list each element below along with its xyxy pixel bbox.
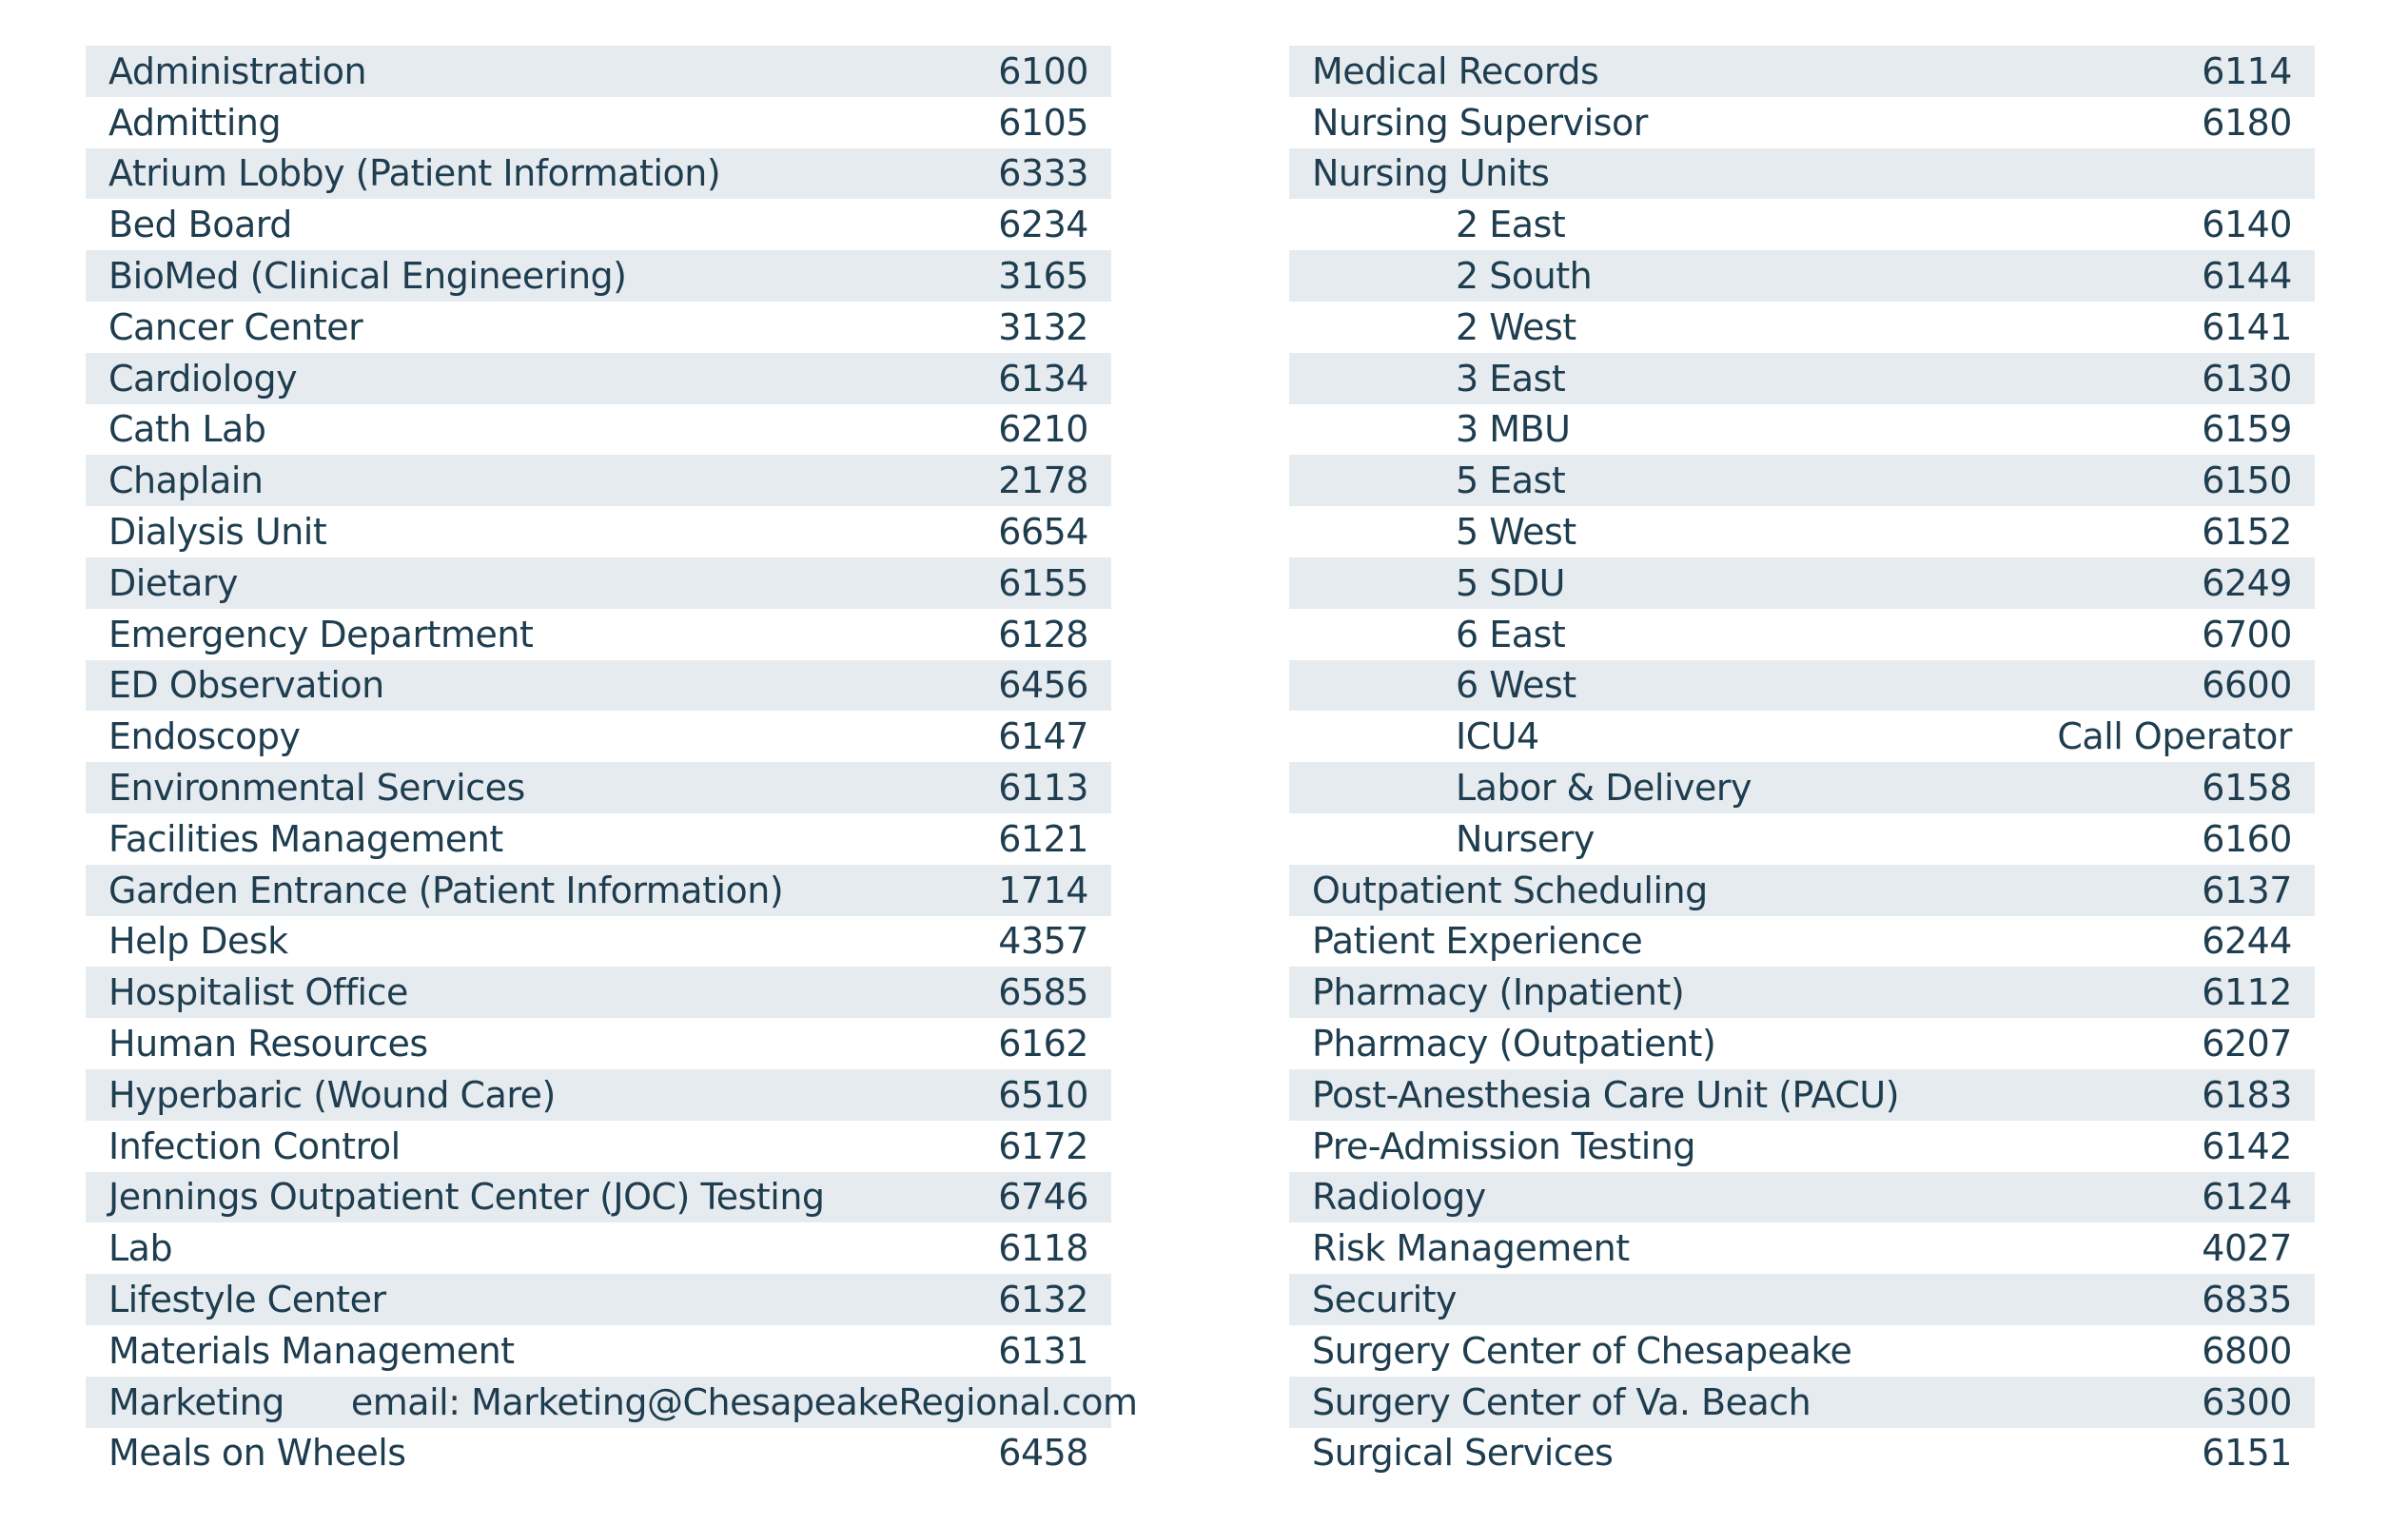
directory-row xyxy=(86,1377,1138,1428)
department-name: Jennings Outpatient Center (JOC) Testing xyxy=(108,1176,825,1219)
department-name: Help Desk xyxy=(108,920,288,963)
directory-row xyxy=(1289,97,2315,148)
extension-number: 6458 xyxy=(998,1432,1088,1475)
department-name: Medical Records xyxy=(1312,49,1599,92)
directory-row xyxy=(86,1325,1111,1377)
department-name: Cancer Center xyxy=(108,305,363,348)
department-name: Lab xyxy=(108,1227,173,1270)
extension-number: 3165 xyxy=(998,255,1088,298)
extension-number: 6155 xyxy=(998,561,1088,604)
department-name: Surgical Services xyxy=(1312,1432,1614,1475)
extension-number: 6134 xyxy=(998,357,1088,400)
directory-row xyxy=(1289,1377,2315,1428)
department-name: Cath Lab xyxy=(108,408,266,451)
extension-number: 6160 xyxy=(2202,817,2292,860)
directory-right-column xyxy=(1289,46,2315,1478)
directory-row xyxy=(1289,1325,2315,1377)
directory-row xyxy=(86,1274,1111,1325)
extension-number: 6800 xyxy=(2202,1329,2292,1372)
directory-row xyxy=(86,46,1111,97)
directory-row xyxy=(1289,199,2315,250)
directory-row xyxy=(86,455,1111,506)
directory-row xyxy=(1289,813,2315,865)
extension-number: 6100 xyxy=(998,49,1088,92)
extension-number: Call Operator xyxy=(2057,715,2292,758)
department-name: Materials Management xyxy=(108,1329,515,1372)
directory-row xyxy=(1289,353,2315,404)
department-name: Environmental Services xyxy=(108,767,525,810)
extension-number: 6105 xyxy=(998,101,1088,144)
department-name: Nursing Supervisor xyxy=(1312,101,1648,144)
extension-number: 3132 xyxy=(998,305,1088,348)
department-name: Endoscopy xyxy=(108,715,301,758)
department-name: Nursing Units xyxy=(1312,152,1550,195)
directory-row xyxy=(86,250,1111,302)
department-name: Surgery Center of Va. Beach xyxy=(1312,1380,1811,1423)
department-name: Dietary xyxy=(108,561,238,604)
department-name: Cardiology xyxy=(108,357,298,400)
extension-number: 6700 xyxy=(2202,613,2292,655)
directory-row xyxy=(86,916,1111,968)
department-name: Patient Experience xyxy=(1312,920,1643,963)
directory-row xyxy=(1289,1274,2315,1325)
directory-row xyxy=(1289,506,2315,557)
extension-number: 6141 xyxy=(2202,305,2292,348)
directory-row xyxy=(86,148,1111,200)
directory-row xyxy=(1289,455,2315,506)
department-name: 5 SDU xyxy=(1456,561,1565,604)
department-name: Lifestyle Center xyxy=(108,1279,386,1321)
extension-number: 6132 xyxy=(998,1279,1088,1321)
department-name: ED Observation xyxy=(108,664,384,707)
extension-number: 6150 xyxy=(2202,459,2292,502)
extension-number: 6128 xyxy=(998,613,1088,655)
department-name: Nursery xyxy=(1456,817,1595,860)
extension-number: 2178 xyxy=(998,459,1088,502)
department-name: Labor & Delivery xyxy=(1456,767,1752,810)
department-name: Outpatient Scheduling xyxy=(1312,869,1708,911)
extension-number: 6144 xyxy=(2202,255,2292,298)
department-name: Meals on Wheels xyxy=(108,1432,406,1475)
extension-number: 6113 xyxy=(998,767,1088,810)
extension-number: 6510 xyxy=(998,1073,1088,1116)
directory-row xyxy=(86,302,1111,353)
directory-row xyxy=(86,813,1111,865)
directory-row xyxy=(1289,302,2315,353)
department-name: 5 West xyxy=(1456,511,1576,554)
extension-number: 6152 xyxy=(2202,511,2292,554)
extension-number: 1714 xyxy=(998,869,1088,911)
department-name: 6 West xyxy=(1456,664,1576,707)
department-name: Administration xyxy=(108,49,367,92)
extension-number: 6158 xyxy=(2202,767,2292,810)
extension-number: 6124 xyxy=(2202,1176,2292,1219)
department-name: 5 East xyxy=(1456,459,1566,502)
directory-row xyxy=(1289,916,2315,968)
extension-number: 6121 xyxy=(998,817,1088,860)
directory-row xyxy=(1289,250,2315,302)
directory-row xyxy=(1289,557,2315,609)
extension-number: 6746 xyxy=(998,1176,1088,1219)
extension-number: 6333 xyxy=(998,152,1088,195)
extension-number: 6172 xyxy=(998,1124,1088,1167)
directory-row xyxy=(86,353,1111,404)
department-name: Risk Management xyxy=(1312,1227,1630,1270)
department-name: 2 South xyxy=(1456,255,1593,298)
extension-number: 4357 xyxy=(998,920,1088,963)
extension-number: 6147 xyxy=(998,715,1088,758)
extension-number: 6130 xyxy=(2202,357,2292,400)
extension-number: 6600 xyxy=(2202,664,2292,707)
directory-row xyxy=(1289,1069,2315,1121)
extension-number: 6151 xyxy=(2202,1432,2292,1475)
extension-number: 6140 xyxy=(2202,204,2292,246)
directory-left-column xyxy=(86,46,1138,1478)
directory-row xyxy=(86,1121,1111,1172)
extension-number: 6654 xyxy=(998,511,1088,554)
directory-row xyxy=(1289,865,2315,916)
directory-row xyxy=(86,199,1111,250)
department-name: Infection Control xyxy=(108,1124,401,1167)
extension-number: 6244 xyxy=(2202,920,2292,963)
department-name: 2 West xyxy=(1456,305,1576,348)
department-name: 2 East xyxy=(1456,204,1566,246)
directory-row xyxy=(1289,1428,2315,1479)
directory-row xyxy=(86,506,1111,557)
extension-number: 6131 xyxy=(998,1329,1088,1372)
department-name: Pharmacy (Inpatient) xyxy=(1312,971,1685,1014)
extension-number: 6142 xyxy=(2202,1124,2292,1167)
extension-number: 6585 xyxy=(998,971,1088,1014)
department-name: Security xyxy=(1312,1279,1458,1321)
department-name: Emergency Department xyxy=(108,613,534,655)
directory-row xyxy=(86,967,1111,1018)
directory-row xyxy=(1289,711,2315,762)
department-name: 3 MBU xyxy=(1456,408,1571,451)
department-name: Bed Board xyxy=(108,204,292,246)
directory-row xyxy=(1289,1121,2315,1172)
extension-number: 6456 xyxy=(998,664,1088,707)
extension-number: 6162 xyxy=(998,1023,1088,1066)
department-name: Hospitalist Office xyxy=(108,971,408,1014)
department-name: 3 East xyxy=(1456,357,1566,400)
directory-row xyxy=(86,404,1111,456)
extension-number: 6118 xyxy=(998,1227,1088,1270)
department-name: Surgery Center of Chesapeake xyxy=(1312,1329,1852,1372)
directory-row xyxy=(86,1069,1111,1121)
directory-row xyxy=(86,1172,1111,1223)
department-name: 6 East xyxy=(1456,613,1566,655)
department-name: Pre-Admission Testing xyxy=(1312,1124,1695,1167)
directory-row xyxy=(86,1428,1111,1479)
department-name: Radiology xyxy=(1312,1176,1486,1219)
department-name: Post-Anesthesia Care Unit (PACU) xyxy=(1312,1073,1900,1116)
extension-number: 6137 xyxy=(2202,869,2292,911)
directory-row xyxy=(86,762,1111,813)
extension-number: 6114 xyxy=(2202,49,2292,92)
directory-row xyxy=(1289,762,2315,813)
department-name: ICU4 xyxy=(1456,715,1539,758)
directory-row xyxy=(86,97,1111,148)
directory-row xyxy=(1289,1222,2315,1274)
extension-number: 6210 xyxy=(998,408,1088,451)
department-name: BioMed (Clinical Engineering) xyxy=(108,255,627,298)
department-name: Dialysis Unit xyxy=(108,511,327,554)
directory-row xyxy=(86,1018,1111,1069)
department-name: Chaplain xyxy=(108,459,264,502)
department-name: Admitting xyxy=(108,101,282,144)
directory-row xyxy=(1289,660,2315,712)
extension-number: 6207 xyxy=(2202,1023,2292,1066)
directory-row xyxy=(86,609,1111,660)
extension-number: 6835 xyxy=(2202,1279,2292,1321)
extension-number: 6234 xyxy=(998,204,1088,246)
department-name: Pharmacy (Outpatient) xyxy=(1312,1023,1716,1066)
directory-row xyxy=(1289,148,2315,200)
extension-number: 6300 xyxy=(2202,1380,2292,1423)
directory-row xyxy=(1289,967,2315,1018)
department-email: email: Marketing@ChesapeakeRegional.com xyxy=(350,1380,1138,1423)
extension-number: 6183 xyxy=(2202,1073,2292,1116)
directory-row xyxy=(1289,46,2315,97)
extension-number: 6112 xyxy=(2202,971,2292,1014)
directory-row xyxy=(1289,609,2315,660)
department-name: Garden Entrance (Patient Information) xyxy=(108,869,784,911)
extension-number: 6249 xyxy=(2202,561,2292,604)
department-name: Atrium Lobby (Patient Information) xyxy=(108,152,721,195)
directory-row xyxy=(1289,1018,2315,1069)
department-name: Hyperbaric (Wound Care) xyxy=(108,1073,556,1116)
directory-row xyxy=(86,865,1111,916)
department-name: Marketing xyxy=(108,1380,284,1423)
directory-row xyxy=(1289,1172,2315,1223)
directory-row xyxy=(1289,404,2315,456)
extension-number: 4027 xyxy=(2202,1227,2292,1270)
directory-row xyxy=(86,711,1111,762)
department-name: Facilities Management xyxy=(108,817,503,860)
directory-row xyxy=(86,557,1111,609)
extension-number: 6180 xyxy=(2202,101,2292,144)
department-name: Human Resources xyxy=(108,1023,428,1066)
directory-row xyxy=(86,660,1111,712)
extension-number: 6159 xyxy=(2202,408,2292,451)
directory-row xyxy=(86,1222,1111,1274)
